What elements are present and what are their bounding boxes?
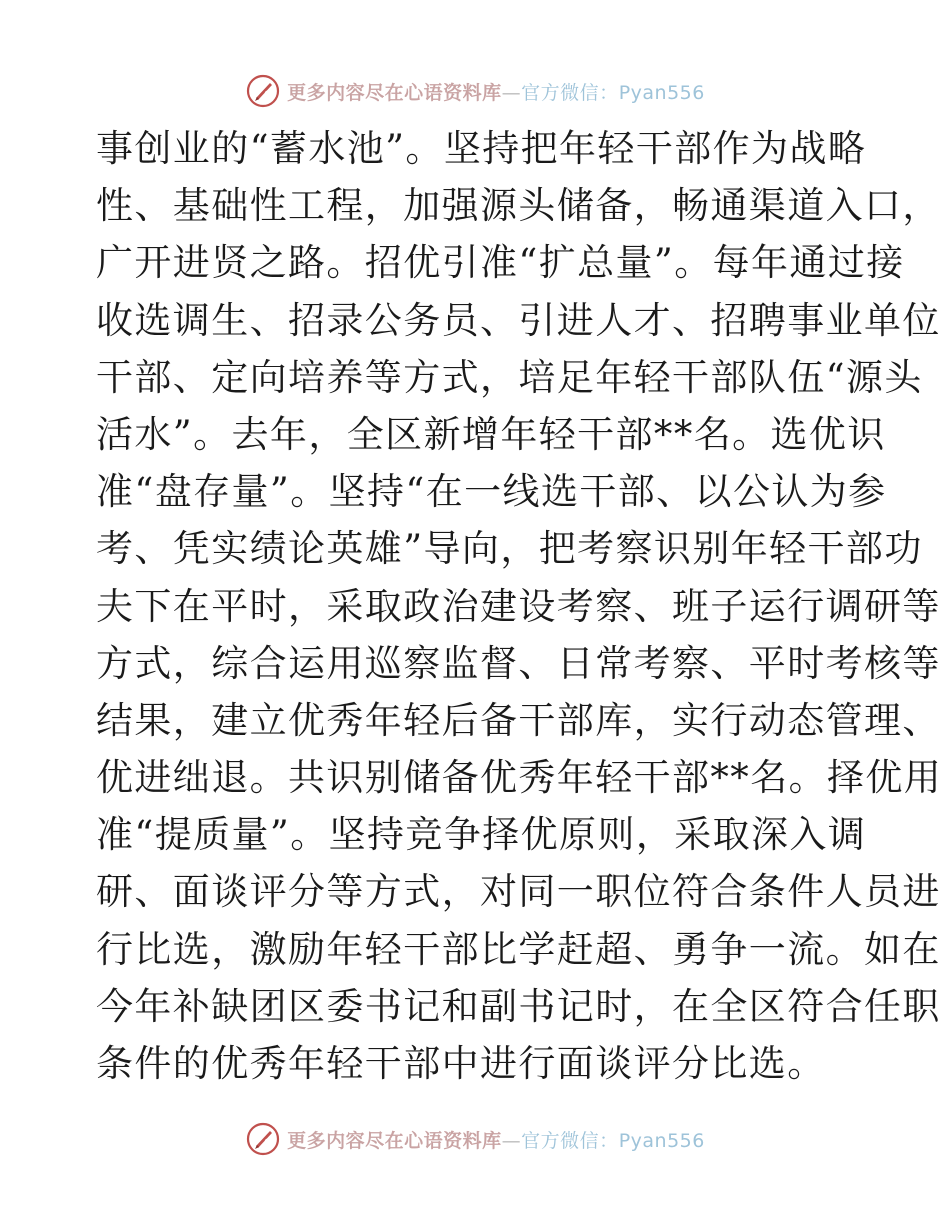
quill-pen-logo-icon: [245, 1121, 281, 1157]
quill-pen-logo-icon: [245, 73, 281, 109]
watermark-wechat-label: 官方微信：: [521, 1129, 619, 1152]
body-line: 干部、定向培养等方式，培足年轻干部队伍“源头: [96, 355, 923, 399]
body-line: 准“提质量”。坚持竞争择优原则，采取深入调: [96, 813, 867, 857]
document-body: [96, 120, 943, 1092]
body-line: 今年补缺团区委书记和副书记时，在全区符合任职: [96, 984, 941, 1028]
body-line: 结果，建立优秀年轻后备干部库，实行动态管理、: [96, 698, 941, 742]
body-line: 广开进贤之路。招优引准“扩总量”。每年通过接: [96, 241, 905, 285]
body-line: 方式，综合运用巡察监督、日常考察、平时考核等: [96, 641, 941, 685]
watermark-text: [287, 78, 705, 105]
body-line: 条件的优秀年轻干部中进行面谈评分比选。: [96, 1042, 826, 1085]
watermark-wechat-label: 官方微信：: [521, 81, 619, 104]
body-line: 活水”。去年，全区新增年轻干部**名。选优识: [96, 412, 886, 456]
body-line: 优进绌退。共识别储备优秀年轻干部**名。择优用: [96, 756, 943, 800]
body-line: 行比选，激励年轻干部比学赶超、勇争一流。如在: [96, 927, 941, 971]
body-line: 收选调生、招录公务员、引进人才、招聘事业单位: [96, 298, 941, 342]
body-line: 准“盘存量”。坚持“在一线选干部、以公认为参: [96, 470, 887, 514]
watermark-main: 更多内容尽在心语资料库: [287, 1129, 502, 1152]
watermark-separator: —: [501, 81, 522, 104]
watermark-wechat-id: Pyan556: [618, 81, 705, 104]
body-line: 夫下在平时，采取政治建设考察、班子运行调研等: [96, 584, 941, 628]
body-line: 研、面谈评分等方式，对同一职位符合条件人员进: [96, 870, 941, 914]
body-line: 事创业的“蓄水池”。坚持把年轻干部作为战略: [96, 127, 867, 170]
body-line: 考、凭实绩论英雄”导向，把考察识别年轻干部功: [96, 527, 923, 571]
footer-watermark: [0, 1117, 950, 1161]
watermark-separator: —: [501, 1129, 522, 1152]
watermark-wechat-id: Pyan556: [618, 1129, 705, 1152]
body-line: 性、基础性工程，加强源头储备，畅通渠道入口，: [96, 184, 941, 228]
watermark-main: 更多内容尽在心语资料库: [287, 81, 502, 104]
header-watermark: [0, 69, 950, 113]
watermark-text: [287, 1126, 705, 1153]
